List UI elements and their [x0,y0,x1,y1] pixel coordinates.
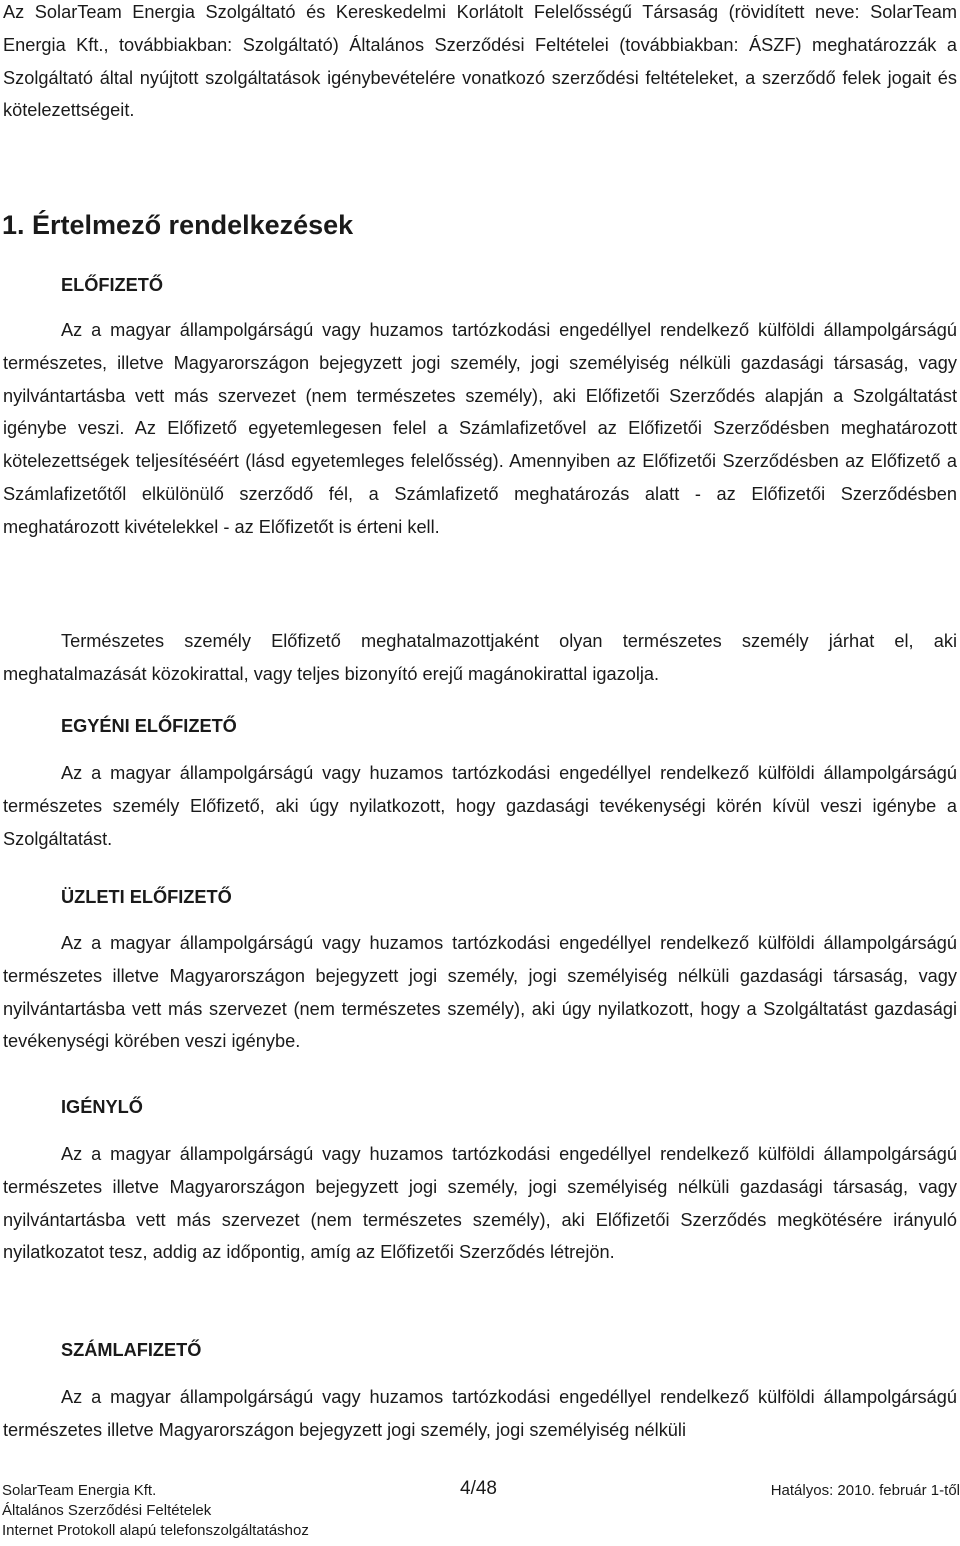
page-footer [0,1478,960,1541]
footer-document-scope: Internet Protokoll alapú telefonszolgáltatáshoz [2,1522,309,1539]
term-paragraph-szamlafizeto: Az a magyar állampolgárságú vagy huzamos tartózkodási engedéllyel rendelkező külföldi állampolgárságú természetes illetve Magyarországon bejegyzett jogi személy, jogi személyiség nélküli [3,1387,957,1440]
term-heading-szamlafizeto: SZÁMLAFIZETŐ [61,1340,202,1360]
footer-effective-date: Hatályos: 2010. február 1-től [770,1482,960,1499]
intro-paragraph: Az SolarTeam Energia Szolgáltató és Kereskedelmi Korlátolt Felelősségű Társaság (rövidített neve: SolarTeam Energia Kft., továbbiakban: Szolgáltató) Általános Szerződési Feltételei (továbbiakban: ÁSZF) meghatározzák a Szolgáltató által nyújtott szolgáltatások igénybevételére vonatkozó szerződési feltételeket, a szerződő felek jogait és kötelezettségeit. [3,2,957,121]
footer-row-1 [0,1478,960,1501]
footer-company: SolarTeam Energia Kft. [2,1482,157,1499]
term-paragraph-uzleti: Az a magyar állampolgárságú vagy huzamos tartózkodási engedéllyel rendelkező külföldi állampolgárságú természetes illetve Magyarországon bejegyzett jogi személy, jogi személyiség nélküli gazdasági társaság, vagy nyilvántartásba vett más szervezet (nem természetes személy), aki úgy nyilatkozott, hogy a Szolgáltatást gazdasági tevékenységi körében veszi igénybe. [3,933,957,1052]
term-heading-igenylo: IGÉNYLŐ [61,1097,143,1117]
term-heading-uzleti: ÜZLETI ELŐFIZETŐ [61,887,232,907]
section-title: 1. Értelmező rendelkezések [2,210,354,240]
footer-document-name: Általános Szerződési Feltételek [2,1502,212,1519]
page-number: 4/48 [460,1478,497,1499]
footer-row-2 [0,1501,960,1521]
term-paragraph-igenylo: Az a magyar állampolgárságú vagy huzamos tartózkodási engedéllyel rendelkező külföldi állampolgárságú természetes illetve Magyarországon bejegyzett jogi személy, jogi személyiség nélküli gazdasági társaság, vagy nyilvántartásba vett más szervezet (nem természetes személy), aki Előfizetői Szerződés megkötésére irányuló nyilatkozatot tesz, addig az időpontig, amíg az Előfizetői Szerződés létrejön. [3,1144,957,1263]
term-paragraph-egyeni: Az a magyar állampolgárságú vagy huzamos tartózkodási engedéllyel rendelkező külföldi állampolgárságú természetes személy Előfizető, aki úgy nyilatkozott, hogy gazdasági tevékenységi körén kívül veszi igénybe a Szolgáltatást. [3,763,957,849]
term-paragraph-elofizeto-proxy: Természetes személy Előfizető meghatalmazottjaként olyan természetes személy járhat el, aki meghatalmazását közokirattal, vagy teljes bizonyító erejű magánokirattal igazolja. [3,631,957,684]
footer-row-3 [0,1521,960,1541]
term-heading-egyeni: EGYÉNI ELŐFIZETŐ [61,716,237,736]
term-heading-elofizeto: ELŐFIZETŐ [61,275,164,295]
term-paragraph-elofizeto: Az a magyar állampolgárságú vagy huzamos tartózkodási engedéllyel rendelkező külföldi állampolgárságú természetes, illetve Magyarországon bejegyzett jogi személy, jogi személyiség nélküli gazdasági társaság, vagy nyilvántartásba vett más szervezet (nem természetes személy), aki Előfizetői Szerződés alapján a Szolgáltatást igénybe veszi. Az Előfizető egyetemlegesen felel a Számlafizetővel az Előfizetői Szerződésben meghatározott kötelezettségek teljesítéséért (lásd egyetemleges felelősség). Amennyiben az Előfizetői Szerződésben az Előfizető a Számlafizetőtől elkülönülő szerződő fél, a Számlafizető meghatározás alatt - az Előfizetői Szerződésben meghatározott kivételekkel - az Előfizetőt is érteni kell. [3,320,957,537]
